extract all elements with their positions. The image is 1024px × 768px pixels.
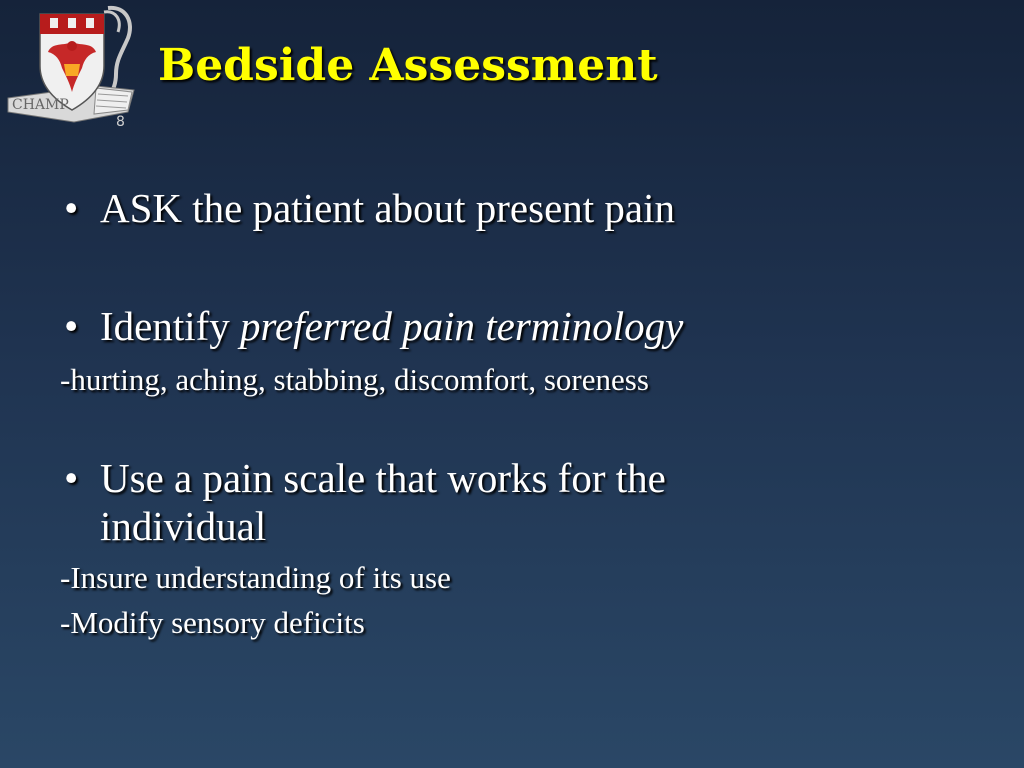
bullet-2 xyxy=(64,302,840,350)
bullet-icon: • xyxy=(64,455,79,501)
bullet-1-text: ASK the patient about present pain xyxy=(100,185,676,231)
bullet-2-subpoint-1: -hurting, aching, stabbing, discomfort, soreness xyxy=(60,362,649,397)
bullet-3-subpoint-2: -Modify sensory deficits xyxy=(60,605,365,640)
bullet-3-text: Use a pain scale that works for the individual xyxy=(100,455,666,549)
bullet-2-emphasis: preferred pain terminology xyxy=(240,303,684,349)
bullet-3-subpoint-1: -Insure understanding of its use xyxy=(60,560,451,595)
bullet-2-lead: Identify xyxy=(100,303,241,349)
slide-title: Bedside Assessment xyxy=(158,40,658,91)
bullet-1 xyxy=(64,184,840,232)
bullet-2-text xyxy=(100,302,840,350)
bullet-icon: • xyxy=(64,303,79,349)
champ-logo xyxy=(4,2,140,128)
bullet-icon: • xyxy=(64,185,79,231)
logo-text: CHAMP xyxy=(12,97,69,113)
logo-number: 8 xyxy=(116,114,125,128)
bullet-3 xyxy=(64,454,840,550)
